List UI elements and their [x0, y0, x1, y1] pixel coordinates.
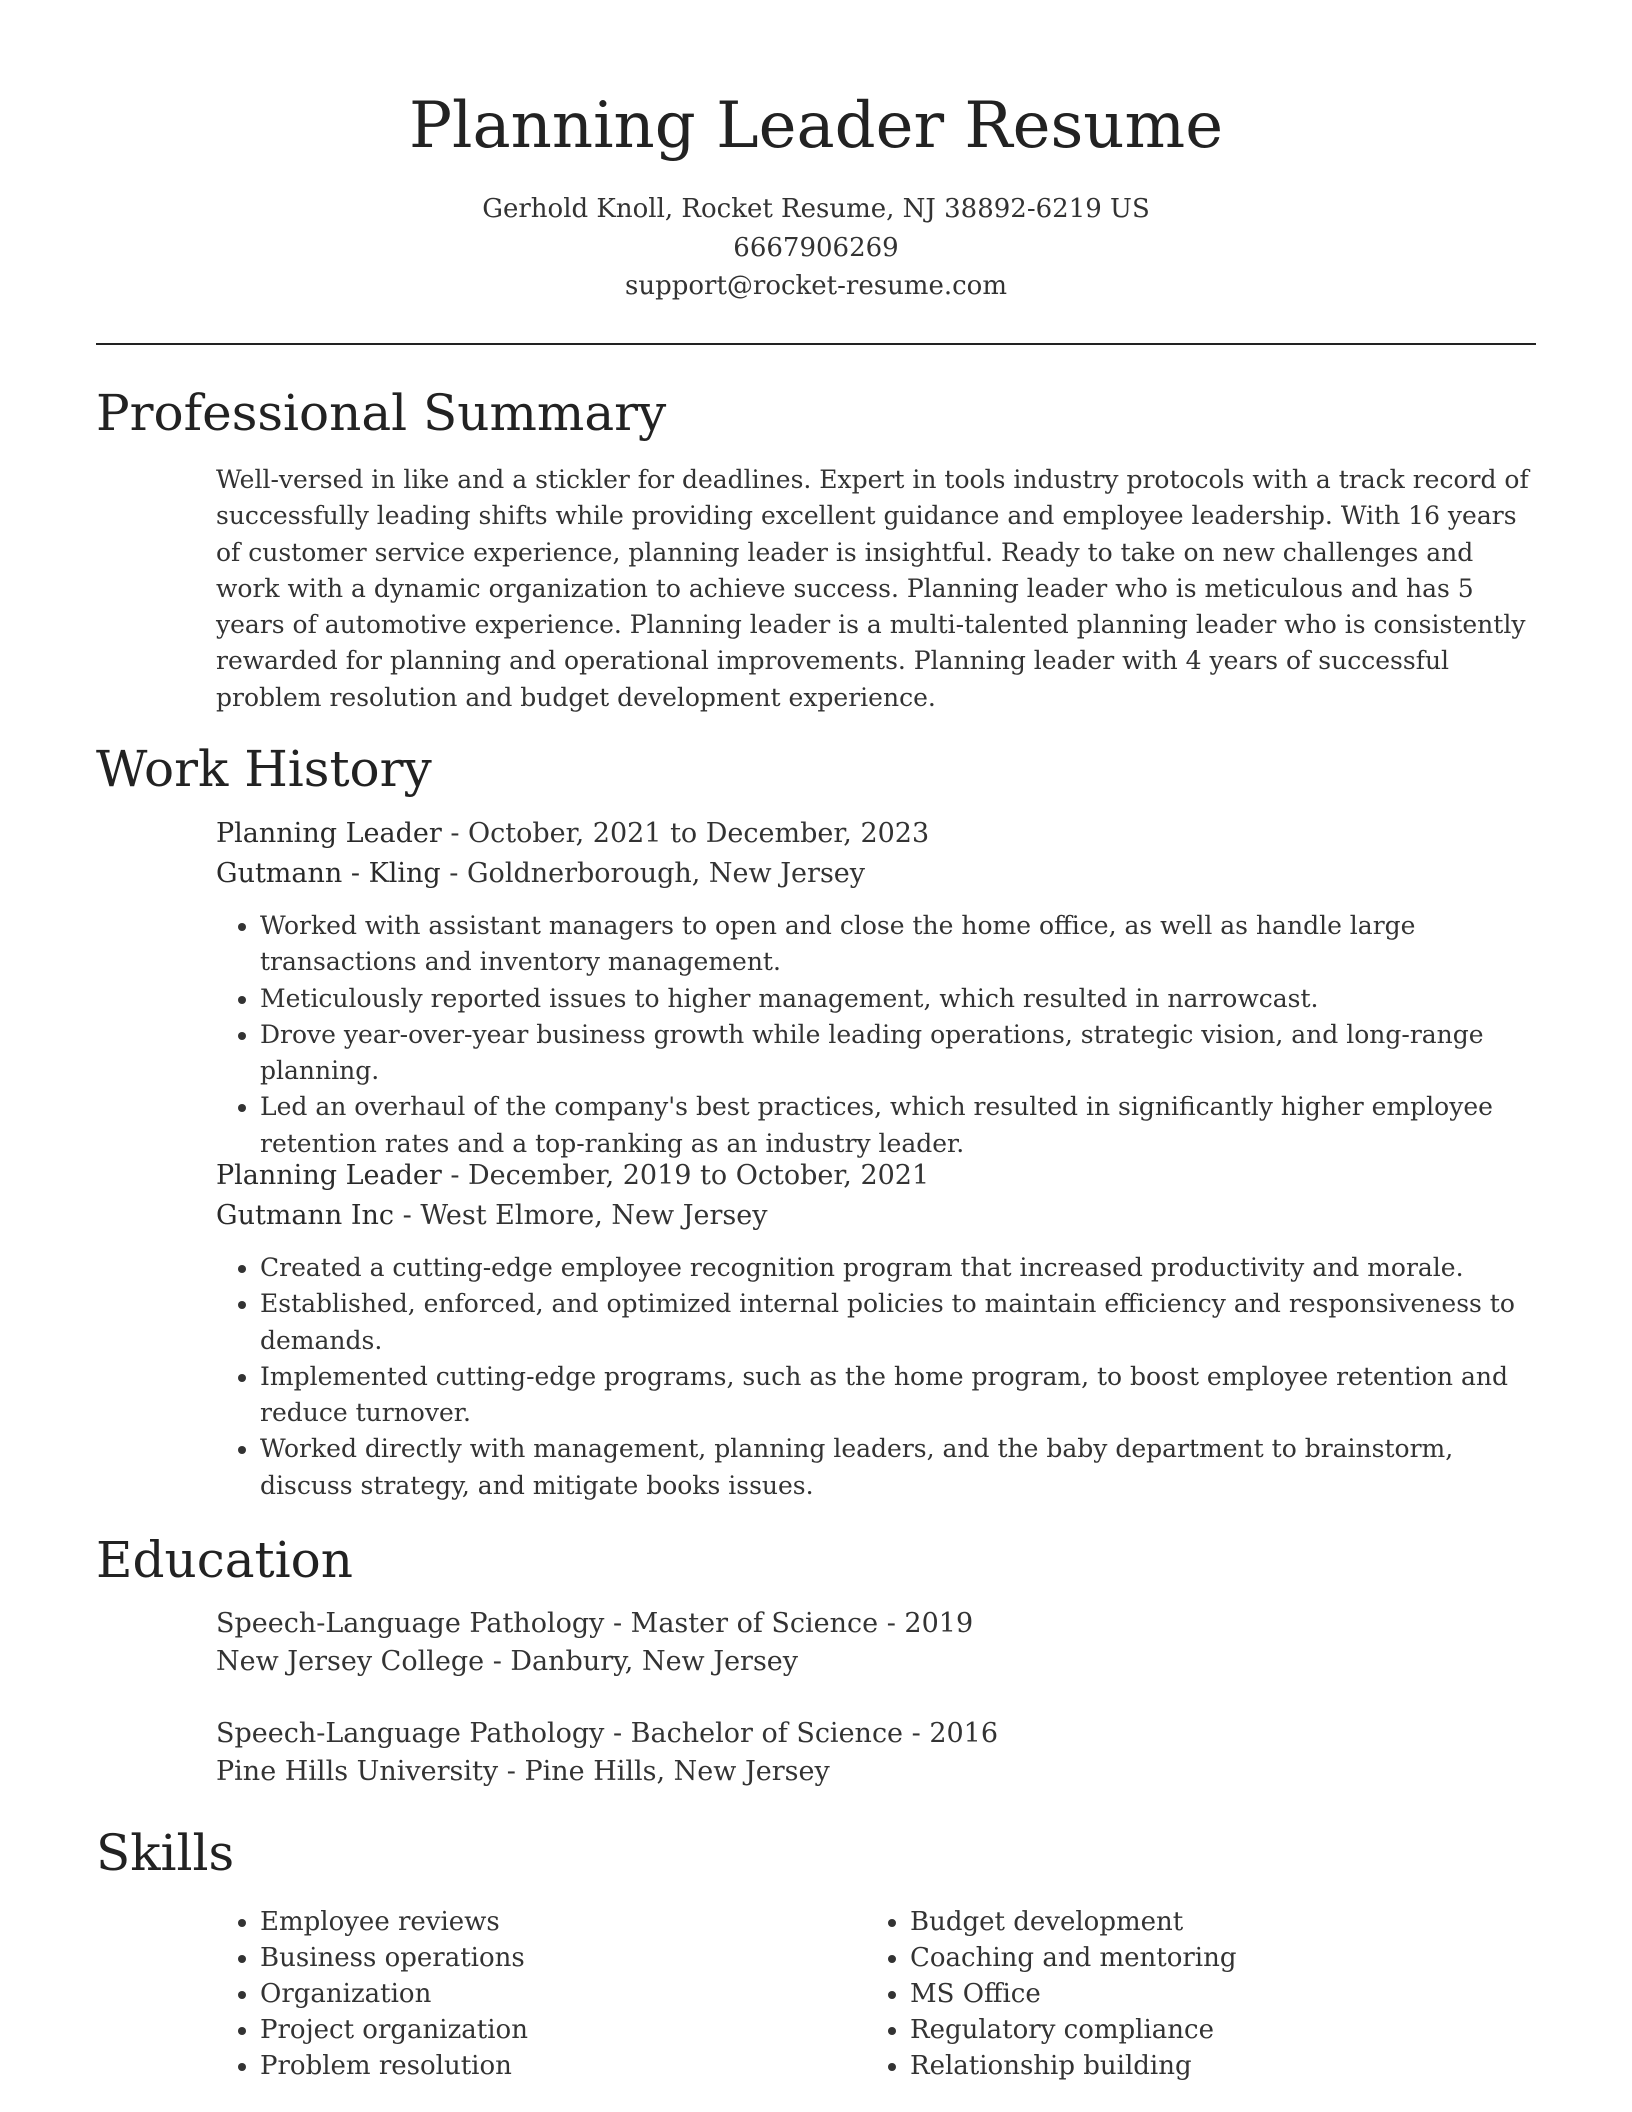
list-item: • Created a cutting-edge employee recognition program that increased productivity and morale. [260, 1250, 1542, 1286]
skill-item: • MS Office [910, 1976, 1466, 2012]
education-school: New Jersey College [216, 1646, 485, 1677]
skill-item: • Employee reviews [260, 1904, 816, 1940]
section-title-work: Work History [96, 740, 432, 798]
skill-item: • Business operations [260, 1940, 816, 1976]
education-degree-year: - Master of Science - 2019 [604, 1608, 974, 1639]
education-field: Speech-Language Pathology [216, 1608, 605, 1639]
job-dates: - December, 2019 to October, 2021 [441, 1160, 930, 1191]
skill-item: • Project organization [260, 2012, 816, 2048]
skill-item: • Relationship building [910, 2048, 1466, 2084]
list-item: • Meticulously reported issues to higher management, which resulted in narrowcast. [260, 981, 1542, 1017]
skill-item: • Budget development [910, 1904, 1466, 1940]
section-title-skills: Skills [96, 1824, 235, 1882]
education-2-degree-line [216, 1715, 998, 1753]
skill-item: • Problem resolution [260, 2048, 816, 2084]
list-item: • Led an overhaul of the company's best practices, which resulted in significantly higher employee retention rates and a top-ranking as an industry leader. [260, 1089, 1542, 1162]
skill-item: • Regulatory compliance [910, 2012, 1466, 2048]
education-school: Pine Hills University [216, 1756, 499, 1787]
header-divider [96, 343, 1536, 345]
job-2-title-line [216, 1156, 929, 1196]
list-item: • Established, enforced, and optimized internal policies to maintain efficiency and responsiveness to demands. [260, 1286, 1542, 1359]
job-location: - West Elmore, New Jersey [394, 1200, 768, 1231]
education-1-school-line [216, 1643, 798, 1681]
job-company: Gutmann Inc [216, 1200, 395, 1231]
list-item: • Worked with assistant managers to open and close the home office, as well as handle large transactions and inventory management. [260, 908, 1542, 981]
list-item: • Worked directly with management, planning leaders, and the baby department to brainstorm, discuss strategy, and mitigate books issues. [260, 1431, 1542, 1504]
resume-title: Planning Leader Resume [408, 89, 1224, 163]
job-title: Planning Leader [216, 818, 442, 849]
job-dates: - October, 2021 to December, 2023 [441, 818, 930, 849]
contact-address: Gerhold Knoll, Rocket Resume, NJ 38892-6219 US [482, 194, 1150, 224]
skill-item: • Coaching and mentoring [910, 1940, 1466, 1976]
education-1-degree-line [216, 1605, 973, 1643]
job-2-bullets [216, 1250, 1542, 1504]
education-location: - Danbury, New Jersey [484, 1646, 799, 1677]
list-item: • Implemented cutting-edge programs, such as the home program, to boost employee retention and reduce turnover. [260, 1359, 1542, 1432]
section-title-education: Education [96, 1531, 353, 1589]
education-location: - Pine Hills, New Jersey [498, 1756, 830, 1787]
skills-list-left [216, 1904, 816, 2084]
education-2-school-line [216, 1753, 830, 1791]
contact-phone: 6667906269 [733, 233, 899, 263]
skill-item: • Organization [260, 1976, 816, 2012]
skills-list-right [866, 1904, 1466, 2084]
education-field: Speech-Language Pathology [216, 1718, 605, 1749]
contact-email: support@rocket-resume.com [624, 271, 1007, 301]
job-title: Planning Leader [216, 1160, 442, 1191]
summary-text: Well-versed in like and a stickler for deadlines. Expert in tools industry protocols with a track record of successfully leading shifts while providing excellent guidance and employee leadership. With 16 years of customer service experience, planning leader is insightful. Ready to take on new challenges and work with a dynamic organization to achieve success. Planning leader who is meticulous and has 5 years of automotive experience. Planning leader is a multi-talented planning leader who is consistently rewarded for planning and operational improvements. Planning leader with 4 years of successful problem resolution and budget development experience. [216, 465, 1529, 712]
job-2-company-line [216, 1196, 768, 1236]
education-degree-year: - Bachelor of Science - 2016 [604, 1718, 999, 1749]
job-company: Gutmann - Kling [216, 858, 441, 889]
section-title-summary: Professional Summary [96, 384, 667, 442]
job-1-title-line [216, 814, 929, 854]
job-1-bullets [216, 908, 1542, 1162]
job-location: - Goldnerborough, New Jersey [440, 858, 866, 889]
job-1-company-line [216, 854, 865, 894]
list-item: • Drove year-over-year business growth while leading operations, strategic vision, and long-range planning. [260, 1017, 1542, 1090]
